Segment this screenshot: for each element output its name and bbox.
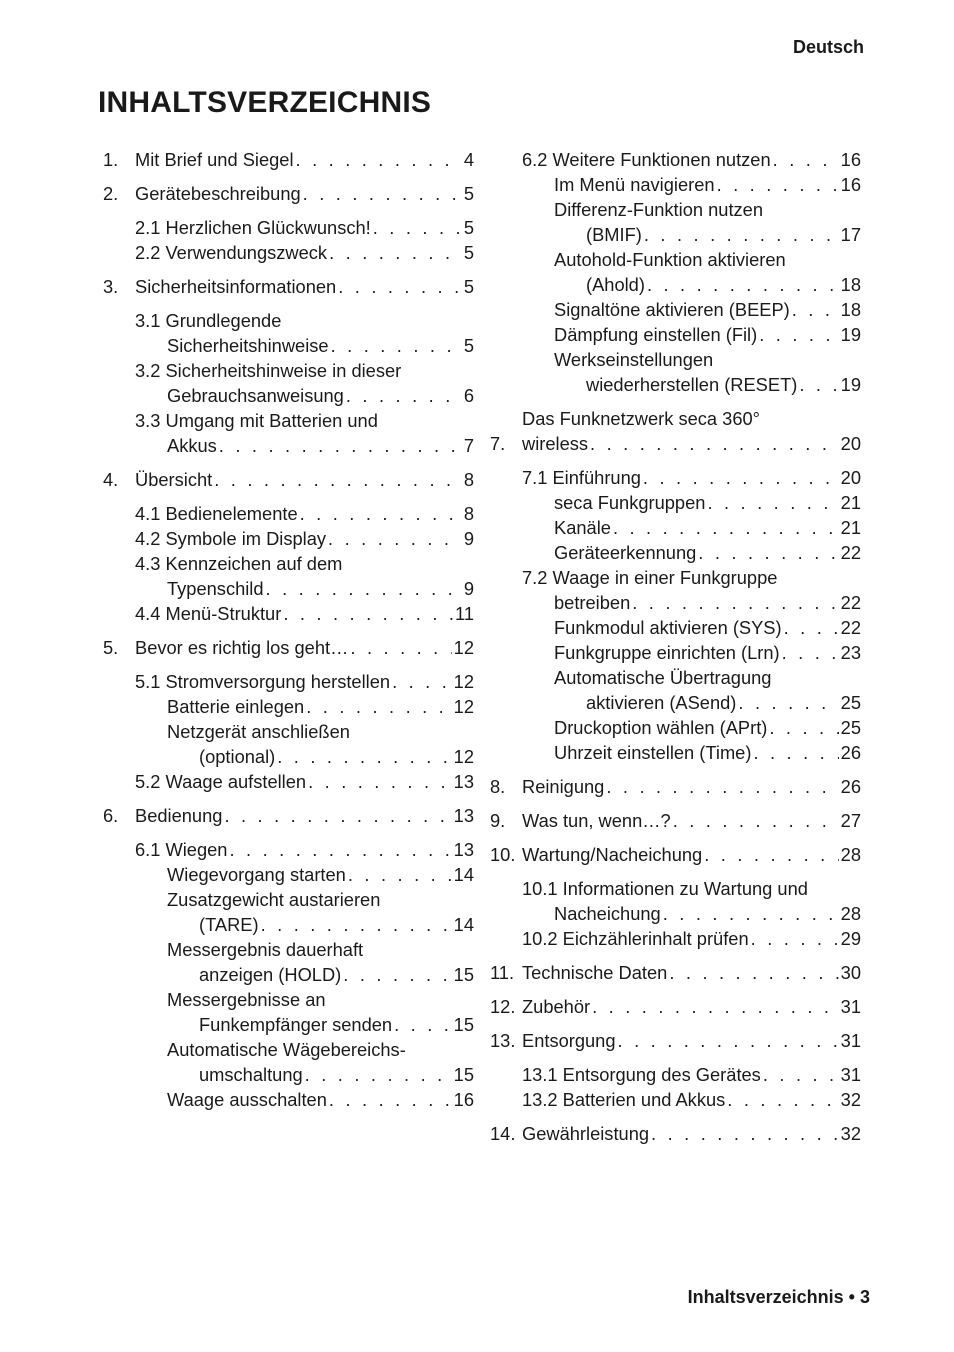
toc-entry-title: Sicherheitsinformationen bbox=[135, 276, 337, 297]
toc-subsection-entry[interactable] bbox=[490, 247, 861, 297]
toc-leader-dots bbox=[704, 842, 838, 867]
toc-page-number: 29 bbox=[840, 928, 861, 949]
toc-entry-title: Bevor es richtig los geht… bbox=[135, 637, 349, 658]
toc-leader-dots bbox=[647, 272, 839, 297]
toc-page-number: 15 bbox=[453, 1064, 474, 1085]
toc-entry-title: Gerätebeschreibung bbox=[135, 183, 301, 204]
toc-entry-number: 2. bbox=[103, 183, 119, 204]
toc-entry-title: Akkus bbox=[167, 435, 217, 456]
toc-subsection-entry[interactable] bbox=[103, 987, 474, 1037]
toc-section-entry[interactable] bbox=[490, 465, 861, 490]
toc-entry-title: Zubehör bbox=[522, 996, 591, 1017]
toc-entry-title: 6.1 Wiegen bbox=[135, 839, 228, 860]
toc-leader-dots bbox=[266, 576, 462, 601]
toc-subsection-entry[interactable] bbox=[490, 172, 861, 197]
toc-entry-title: Automatische Wägebereichs- bbox=[167, 1039, 406, 1060]
toc-leader-dots bbox=[773, 147, 839, 172]
toc-leader-dots bbox=[303, 181, 462, 206]
toc-leader-dots bbox=[300, 501, 462, 526]
toc-page-number: 22 bbox=[840, 592, 861, 613]
toc-leader-dots bbox=[613, 515, 839, 540]
toc-leader-dots bbox=[707, 490, 838, 515]
toc-entry-title: Funkmodul aktivieren (SYS) bbox=[554, 617, 782, 638]
toc-chapter-entry[interactable] bbox=[103, 181, 474, 206]
toc-entry-title: (Ahold) bbox=[586, 274, 645, 295]
toc-leader-dots bbox=[224, 803, 451, 828]
toc-page-number: 31 bbox=[840, 996, 861, 1017]
toc-page-number: 9 bbox=[463, 528, 474, 549]
toc-entry-title: Bedienung bbox=[135, 805, 223, 826]
toc-entry-title: 7.1 Einführung bbox=[522, 467, 641, 488]
toc-page-number: 25 bbox=[840, 717, 861, 738]
toc-entry-title: Technische Daten bbox=[522, 962, 668, 983]
toc-entry-title: Gebrauchsanweisung bbox=[167, 385, 344, 406]
toc-page-number: 17 bbox=[840, 224, 861, 245]
toc-entry-title: 4.2 Symbole im Display bbox=[135, 528, 327, 549]
toc-page-number: 16 bbox=[453, 1089, 474, 1110]
toc-leader-dots bbox=[343, 962, 451, 987]
toc-leader-dots bbox=[392, 669, 452, 694]
toc-entry-title: Geräteerkennung bbox=[554, 542, 697, 563]
toc-entry-title: 5.1 Stromversorgung herstellen bbox=[135, 671, 391, 692]
toc-subsection-entry[interactable] bbox=[103, 887, 474, 937]
toc-leader-dots bbox=[618, 1028, 839, 1053]
toc-entry-title: seca Funkgruppen bbox=[554, 492, 706, 513]
toc-entry-title: 5.2 Waage aufstellen bbox=[135, 771, 307, 792]
toc-entry-title: umschaltung bbox=[199, 1064, 303, 1085]
toc-entry-title: aktivieren (ASend) bbox=[586, 692, 737, 713]
toc-chapter-entry[interactable] bbox=[103, 635, 474, 660]
toc-leader-dots bbox=[753, 740, 838, 765]
toc-leader-dots bbox=[350, 635, 451, 660]
toc-entry-title: Das Funknetzwerk seca 360° bbox=[522, 408, 760, 429]
toc-page-number: 22 bbox=[840, 617, 861, 638]
toc-page-number: 5 bbox=[463, 183, 474, 204]
toc-page-number: 5 bbox=[463, 335, 474, 356]
toc-entry-title: 7.2 Waage in einer Funkgruppe bbox=[522, 567, 778, 588]
language-label: Deutsch bbox=[792, 37, 864, 57]
toc-entry-title: Sicherheitshinweise bbox=[167, 335, 329, 356]
toc-entry-title: Netzgerät anschließen bbox=[167, 721, 350, 742]
toc-leader-dots bbox=[759, 322, 838, 347]
toc-section-entry[interactable] bbox=[490, 1087, 861, 1112]
toc-entry-title: Signaltöne aktivieren (BEEP) bbox=[554, 299, 790, 320]
toc-entry-title: Wiegevorgang starten bbox=[167, 864, 346, 885]
toc-section-entry[interactable] bbox=[103, 769, 474, 794]
toc-section-entry[interactable] bbox=[490, 1062, 861, 1087]
toc-entry-title: 4.3 Kennzeichen auf dem bbox=[135, 553, 343, 574]
toc-subsection-entry[interactable] bbox=[490, 540, 861, 565]
toc-page-number: 32 bbox=[840, 1089, 861, 1110]
toc-chapter-entry[interactable] bbox=[490, 1028, 861, 1053]
toc-page-number: 31 bbox=[840, 1030, 861, 1051]
toc-page-number: 26 bbox=[840, 742, 861, 763]
toc-entry-title: Waage ausschalten bbox=[167, 1089, 327, 1110]
toc-entry-title: Messergebnis dauerhaft bbox=[167, 939, 364, 960]
toc-entry-title: wiederherstellen (RESET) bbox=[586, 374, 798, 395]
toc-section-entry[interactable] bbox=[103, 551, 474, 601]
toc-subsection-entry[interactable] bbox=[490, 665, 861, 715]
toc-page-number: 11 bbox=[455, 603, 474, 624]
toc-entry-title: Dämpfung einstellen (Fil) bbox=[554, 324, 758, 345]
toc-leader-dots bbox=[784, 615, 839, 640]
toc-entry-title: Nacheichung bbox=[554, 903, 661, 924]
toc-section-entry[interactable] bbox=[103, 501, 474, 526]
toc-page-number: 6 bbox=[463, 385, 474, 406]
toc-leader-dots bbox=[727, 1087, 838, 1112]
toc-leader-dots bbox=[283, 601, 453, 626]
toc-chapter-entry[interactable] bbox=[490, 406, 861, 456]
toc-leader-dots bbox=[331, 333, 462, 358]
toc-leader-dots bbox=[669, 960, 838, 985]
toc-section-entry[interactable] bbox=[103, 308, 474, 358]
toc-entry-number: 5. bbox=[103, 637, 119, 658]
toc-page-number: 12 bbox=[453, 746, 474, 767]
toc-page-number: 14 bbox=[453, 914, 474, 935]
toc-page-number: 12 bbox=[453, 637, 474, 658]
toc-entry-title: 13.2 Batterien und Akkus bbox=[522, 1089, 726, 1110]
toc-entry-number: 1. bbox=[103, 149, 119, 170]
toc-entry-title: Im Menü navigieren bbox=[554, 174, 715, 195]
toc-entry-number: 8. bbox=[490, 776, 506, 797]
toc-section-entry[interactable] bbox=[103, 526, 474, 551]
toc-chapter-entry[interactable] bbox=[490, 960, 861, 985]
toc-subsection-entry[interactable] bbox=[490, 297, 861, 322]
toc-entry-title: Werkseinstellungen bbox=[554, 349, 714, 370]
toc-entry-number: 9. bbox=[490, 810, 506, 831]
toc-page-number: 21 bbox=[840, 517, 861, 538]
toc-entry-title: 13.1 Entsorgung des Gerätes bbox=[522, 1064, 761, 1085]
toc-page-number: 19 bbox=[840, 324, 861, 345]
toc-entry-title: (optional) bbox=[199, 746, 276, 767]
toc-leader-dots bbox=[338, 274, 462, 299]
toc-page-number: 18 bbox=[840, 274, 861, 295]
toc-chapter-entry[interactable] bbox=[103, 803, 474, 828]
toc-page-number: 15 bbox=[453, 964, 474, 985]
toc-page-number: 13 bbox=[453, 805, 474, 826]
toc-left-column bbox=[103, 147, 474, 1112]
toc-page-number: 26 bbox=[840, 776, 861, 797]
toc-chapter-entry[interactable] bbox=[490, 994, 861, 1019]
toc-entry-title: Messergebnisse an bbox=[167, 989, 326, 1010]
toc-leader-dots bbox=[277, 744, 451, 769]
toc-chapter-entry[interactable] bbox=[490, 808, 861, 833]
toc-entry-title: Zusatzgewicht austarieren bbox=[167, 889, 381, 910]
toc-entry-title: Funkgruppe einrichten (Lrn) bbox=[554, 642, 780, 663]
toc-subsection-entry[interactable] bbox=[103, 719, 474, 769]
toc-leader-dots bbox=[673, 808, 839, 833]
toc-entry-number: 10. bbox=[490, 844, 516, 865]
toc-page-number: 19 bbox=[840, 374, 861, 395]
toc-leader-dots bbox=[590, 431, 839, 456]
toc-entry-number: 13. bbox=[490, 1030, 516, 1051]
toc-section-entry[interactable] bbox=[103, 240, 474, 265]
toc-page-number: 22 bbox=[840, 542, 861, 563]
toc-leader-dots bbox=[782, 640, 839, 665]
toc-entry-number: 7. bbox=[490, 433, 506, 454]
toc-section-entry[interactable] bbox=[490, 565, 861, 615]
toc-leader-dots bbox=[698, 540, 838, 565]
toc-leader-dots bbox=[329, 240, 462, 265]
toc-subsection-entry[interactable] bbox=[103, 1087, 474, 1112]
toc-section-entry[interactable] bbox=[490, 876, 861, 926]
toc-entry-title: Batterie einlegen bbox=[167, 696, 305, 717]
toc-leader-dots bbox=[763, 1062, 839, 1087]
toc-subsection-entry[interactable] bbox=[490, 197, 861, 247]
toc-leader-dots bbox=[348, 862, 452, 887]
toc-leader-dots bbox=[219, 433, 462, 458]
toc-entry-title: 2.2 Verwendungszweck bbox=[135, 242, 328, 263]
toc-page-number: 9 bbox=[463, 578, 474, 599]
toc-leader-dots bbox=[632, 590, 838, 615]
toc-entry-title: Druckoption wählen (APrt) bbox=[554, 717, 768, 738]
toc-leader-dots bbox=[261, 912, 452, 937]
toc-page-number: 13 bbox=[453, 839, 474, 860]
toc-subsection-entry[interactable] bbox=[103, 1037, 474, 1087]
toc-leader-dots bbox=[651, 1121, 839, 1146]
toc-page-number: 15 bbox=[453, 1014, 474, 1035]
toc-leader-dots bbox=[306, 694, 451, 719]
toc-subsection-entry[interactable] bbox=[490, 347, 861, 397]
toc-chapter-entry[interactable] bbox=[103, 467, 474, 492]
toc-section-entry[interactable] bbox=[103, 408, 474, 458]
toc-leader-dots bbox=[329, 1087, 452, 1112]
toc-page-number: 23 bbox=[840, 642, 861, 663]
toc-leader-dots bbox=[305, 1062, 452, 1087]
toc-leader-dots bbox=[751, 926, 839, 951]
toc-subsection-entry[interactable] bbox=[490, 740, 861, 765]
toc-page-number: 32 bbox=[840, 1123, 861, 1144]
toc-page-number: 20 bbox=[840, 467, 861, 488]
toc-leader-dots bbox=[799, 372, 838, 397]
toc-subsection-entry[interactable] bbox=[490, 615, 861, 640]
toc-entry-title: 2.1 Herzlichen Glückwunsch! bbox=[135, 217, 371, 238]
toc-page-number: 27 bbox=[840, 810, 861, 831]
page-footer: Inhaltsverzeichnis • 3 bbox=[687, 1287, 870, 1307]
toc-entry-title: Funkempfänger senden bbox=[199, 1014, 393, 1035]
toc-subsection-entry[interactable] bbox=[490, 515, 861, 540]
toc-chapter-entry[interactable] bbox=[490, 774, 861, 799]
toc-leader-dots bbox=[328, 526, 462, 551]
toc-page-number: 25 bbox=[840, 692, 861, 713]
toc-chapter-entry[interactable] bbox=[490, 1121, 861, 1146]
toc-leader-dots bbox=[308, 769, 452, 794]
toc-section-entry[interactable] bbox=[103, 358, 474, 408]
toc-leader-dots bbox=[738, 690, 838, 715]
toc-entry-title: Mit Brief und Siegel bbox=[135, 149, 294, 170]
toc-entry-title: Autohold-Funktion aktivieren bbox=[554, 249, 786, 270]
toc-entry-number: 14. bbox=[490, 1123, 516, 1144]
page-title: INHALTSVERZEICHNIS bbox=[98, 86, 432, 119]
toc-entry-title: Gewährleistung bbox=[522, 1123, 650, 1144]
toc-entry-title: Entsorgung bbox=[522, 1030, 616, 1051]
toc-subsection-entry[interactable] bbox=[490, 640, 861, 665]
toc-leader-dots bbox=[643, 465, 839, 490]
toc-entry-title: 4.4 Menü-Struktur bbox=[135, 603, 282, 624]
toc-leader-dots bbox=[346, 383, 462, 408]
toc-entry-title: Reinigung bbox=[522, 776, 605, 797]
toc-page-number: 8 bbox=[463, 503, 474, 524]
toc-chapter-entry[interactable] bbox=[103, 147, 474, 172]
toc-entry-number: 12. bbox=[490, 996, 516, 1017]
toc-page-number: 28 bbox=[840, 903, 861, 924]
toc-leader-dots bbox=[229, 837, 451, 862]
toc-entry-title: 4.1 Bedienelemente bbox=[135, 503, 298, 524]
toc-entry-title: 6.2 Weitere Funktionen nutzen bbox=[522, 149, 771, 170]
toc-entry-title: betreiben bbox=[554, 592, 631, 613]
toc-page-number: 16 bbox=[840, 174, 861, 195]
toc-entry-title: 10.1 Informationen zu Wartung und bbox=[522, 878, 808, 899]
toc-page-number: 30 bbox=[840, 962, 861, 983]
toc-section-entry[interactable] bbox=[103, 601, 474, 626]
toc-entry-title: Kanäle bbox=[554, 517, 611, 538]
toc-entry-number: 11. bbox=[490, 962, 515, 983]
toc-leader-dots bbox=[769, 715, 838, 740]
toc-entry-title: anzeigen (HOLD) bbox=[199, 964, 342, 985]
toc-entry-title: Uhrzeit einstellen (Time) bbox=[554, 742, 752, 763]
toc-subsection-entry[interactable] bbox=[490, 490, 861, 515]
toc-entry-title: 3.2 Sicherheitshinweise in dieser bbox=[135, 360, 402, 381]
toc-leader-dots bbox=[214, 467, 462, 492]
toc-section-entry[interactable] bbox=[490, 926, 861, 951]
toc-leader-dots bbox=[296, 147, 462, 172]
toc-page-number: 18 bbox=[840, 299, 861, 320]
toc-leader-dots bbox=[663, 901, 839, 926]
toc-right-column bbox=[490, 147, 861, 1146]
toc-page-number: 16 bbox=[840, 149, 861, 170]
toc-entry-title: Wartung/Nacheichung bbox=[522, 844, 703, 865]
toc-page-number: 13 bbox=[453, 771, 474, 792]
toc-subsection-entry[interactable] bbox=[490, 322, 861, 347]
toc-section-entry[interactable] bbox=[490, 147, 861, 172]
toc-entry-title: 10.2 Eichzählerinhalt prüfen bbox=[522, 928, 749, 949]
toc-leader-dots bbox=[606, 774, 838, 799]
toc-page-number: 14 bbox=[453, 864, 474, 885]
toc-entry-title: 3.1 Grundlegende bbox=[135, 310, 282, 331]
toc-page-number: 5 bbox=[463, 217, 474, 238]
toc-entry-title: (BMIF) bbox=[586, 224, 642, 245]
toc-leader-dots bbox=[373, 215, 462, 240]
toc-entry-number: 3. bbox=[103, 276, 119, 297]
toc-entry-title: Was tun, wenn…? bbox=[522, 810, 671, 831]
toc-leader-dots bbox=[644, 222, 839, 247]
toc-entry-title: Typenschild bbox=[167, 578, 264, 599]
toc-page-number: 12 bbox=[453, 696, 474, 717]
toc-subsection-entry[interactable] bbox=[103, 862, 474, 887]
toc-subsection-entry[interactable] bbox=[490, 715, 861, 740]
toc-section-entry[interactable] bbox=[103, 669, 474, 694]
toc-page-number: 31 bbox=[840, 1064, 861, 1085]
toc-entry-title: Differenz-Funktion nutzen bbox=[554, 199, 763, 220]
toc-page-number: 7 bbox=[463, 435, 474, 456]
toc-entry-title: wireless bbox=[522, 433, 589, 454]
toc-page-number: 28 bbox=[840, 844, 861, 865]
toc-page-number: 21 bbox=[840, 492, 861, 513]
toc-section-entry[interactable] bbox=[103, 215, 474, 240]
toc-chapter-entry[interactable] bbox=[490, 842, 861, 867]
toc-entry-number: 6. bbox=[103, 805, 119, 826]
toc-page-number: 20 bbox=[840, 433, 861, 454]
toc-subsection-entry[interactable] bbox=[103, 937, 474, 987]
toc-page-number: 8 bbox=[463, 469, 474, 490]
toc-page-number: 5 bbox=[463, 276, 474, 297]
toc-entry-title: Übersicht bbox=[135, 469, 213, 490]
toc-entry-title: 3.3 Umgang mit Batterien und bbox=[135, 410, 378, 431]
toc-entry-title: (TARE) bbox=[199, 914, 259, 935]
toc-leader-dots bbox=[592, 994, 839, 1019]
toc-entry-number: 4. bbox=[103, 469, 119, 490]
toc-entry-title: Automatische Übertragung bbox=[554, 667, 772, 688]
toc-subsection-entry[interactable] bbox=[103, 694, 474, 719]
toc-leader-dots bbox=[792, 297, 839, 322]
toc-page-number: 12 bbox=[453, 671, 474, 692]
toc-section-entry[interactable] bbox=[103, 837, 474, 862]
toc-leader-dots bbox=[717, 172, 839, 197]
toc-chapter-entry[interactable] bbox=[103, 274, 474, 299]
toc-page-number: 4 bbox=[463, 149, 474, 170]
toc-leader-dots bbox=[394, 1012, 452, 1037]
toc-page-number: 5 bbox=[463, 242, 474, 263]
